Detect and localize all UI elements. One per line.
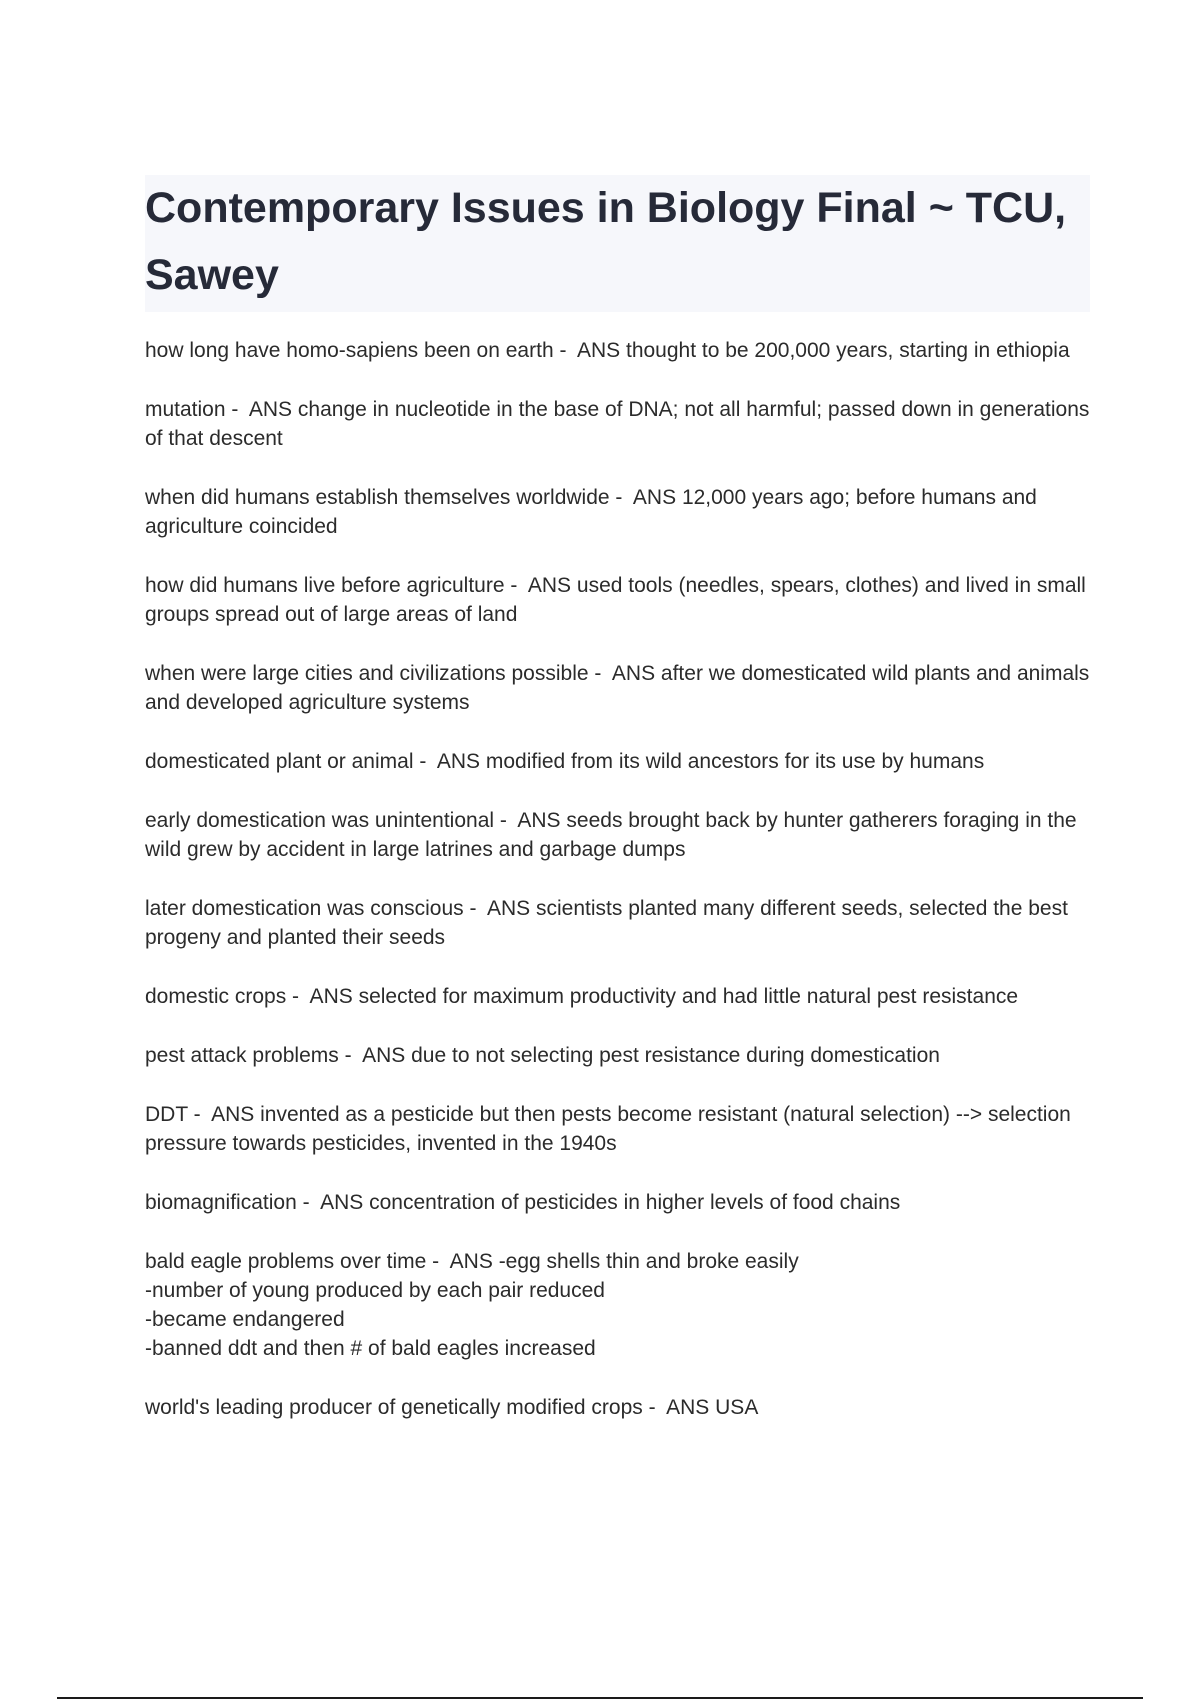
question-text: early domestication was unintentional bbox=[145, 809, 495, 832]
qa-item bbox=[145, 1100, 1100, 1158]
flashcard-list bbox=[145, 336, 1100, 1452]
qa-item bbox=[145, 1041, 1100, 1070]
qa-item bbox=[145, 894, 1100, 952]
answer-text: change in nucleotide in the base of DNA; not all harmful; passed down in generations of that descent bbox=[145, 398, 1096, 450]
question-text: when were large cities and civilizations possible bbox=[145, 662, 589, 685]
qa-item bbox=[145, 806, 1100, 864]
answer-separator: - ANS bbox=[609, 486, 682, 509]
qa-item bbox=[145, 1247, 1100, 1363]
qa-item bbox=[145, 336, 1100, 365]
question-text: bald eagle problems over time bbox=[145, 1250, 427, 1273]
qa-item bbox=[145, 659, 1100, 717]
answer-text: -egg shells thin and broke easily -number of young produced by each pair reduced -became endangered -banned ddt and then # of bald eagles increased bbox=[145, 1250, 799, 1360]
answer-separator: - ANS bbox=[426, 1250, 499, 1273]
question-text: later domestication was conscious bbox=[145, 897, 464, 920]
answer-text: due to not selecting pest resistance during domestication bbox=[411, 1044, 940, 1067]
answer-separator: - ANS bbox=[296, 1191, 370, 1214]
qa-item bbox=[145, 1188, 1100, 1217]
qa-item bbox=[145, 483, 1100, 541]
answer-text: invented as a pesticide but then pests become resistant (natural selection) --> selection pressure towards pesticides, invented in the 1940s bbox=[145, 1103, 1077, 1155]
answer-separator: - ANS bbox=[286, 985, 359, 1008]
question-text: pest attack problems bbox=[145, 1044, 339, 1067]
question-text: how did humans live before agriculture bbox=[145, 574, 505, 597]
answer-text: seeds brought back by hunter gatherers foraging in the wild grew by accident in large latrines and garbage dumps bbox=[145, 809, 1083, 861]
answer-text: selected for maximum productivity and had little natural pest resistance bbox=[358, 985, 1019, 1008]
answer-separator: - ANS bbox=[553, 339, 626, 362]
document-title: Contemporary Issues in Biology Final ~ TCU, Sawey bbox=[145, 184, 1067, 299]
answer-text: concentration of pesticides in higher levels of food chains bbox=[369, 1191, 901, 1214]
answer-text: scientists planted many different seeds, selected the best progeny and planted their seeds bbox=[145, 897, 1074, 949]
answer-separator: - ANS bbox=[642, 1396, 716, 1419]
answer-separator: - ANS bbox=[504, 574, 577, 597]
question-text: mutation bbox=[145, 398, 226, 421]
question-text: domesticated plant or animal bbox=[145, 750, 414, 773]
question-text: world's leading producer of genetically modified crops bbox=[145, 1396, 643, 1419]
question-text: DDT bbox=[145, 1103, 188, 1126]
answer-text: USA bbox=[715, 1396, 759, 1419]
answer-separator: - ANS bbox=[588, 662, 661, 685]
answer-text: after we domesticated wild plants and animals and developed agriculture systems bbox=[145, 662, 1096, 714]
answer-separator: - ANS bbox=[413, 750, 486, 773]
answer-text: modified from its wild ancestors for its use by humans bbox=[485, 750, 985, 773]
title-banner bbox=[145, 175, 1090, 312]
qa-item bbox=[145, 571, 1100, 629]
answer-separator: - ANS bbox=[463, 897, 537, 920]
qa-item bbox=[145, 395, 1100, 453]
qa-item bbox=[145, 747, 1100, 776]
answer-separator: - ANS bbox=[187, 1103, 261, 1126]
qa-item bbox=[145, 1393, 1100, 1422]
answer-text: used tools (needles, spears, clothes) and lived in small groups spread out of large areas of land bbox=[145, 574, 1092, 626]
answer-separator: - ANS bbox=[494, 809, 567, 832]
qa-item bbox=[145, 982, 1100, 1011]
footer-divider bbox=[57, 1697, 1143, 1699]
answer-separator: - ANS bbox=[338, 1044, 412, 1067]
question-text: when did humans establish themselves worldwide bbox=[145, 486, 610, 509]
answer-separator: - ANS bbox=[225, 398, 298, 421]
question-text: biomagnification bbox=[145, 1191, 297, 1214]
question-text: domestic crops bbox=[145, 985, 287, 1008]
answer-text: 12,000 years ago; before humans and agriculture coincided bbox=[145, 486, 1043, 538]
question-text: how long have homo-sapiens been on earth bbox=[145, 339, 554, 362]
answer-text: thought to be 200,000 years, starting in ethiopia bbox=[625, 339, 1070, 362]
